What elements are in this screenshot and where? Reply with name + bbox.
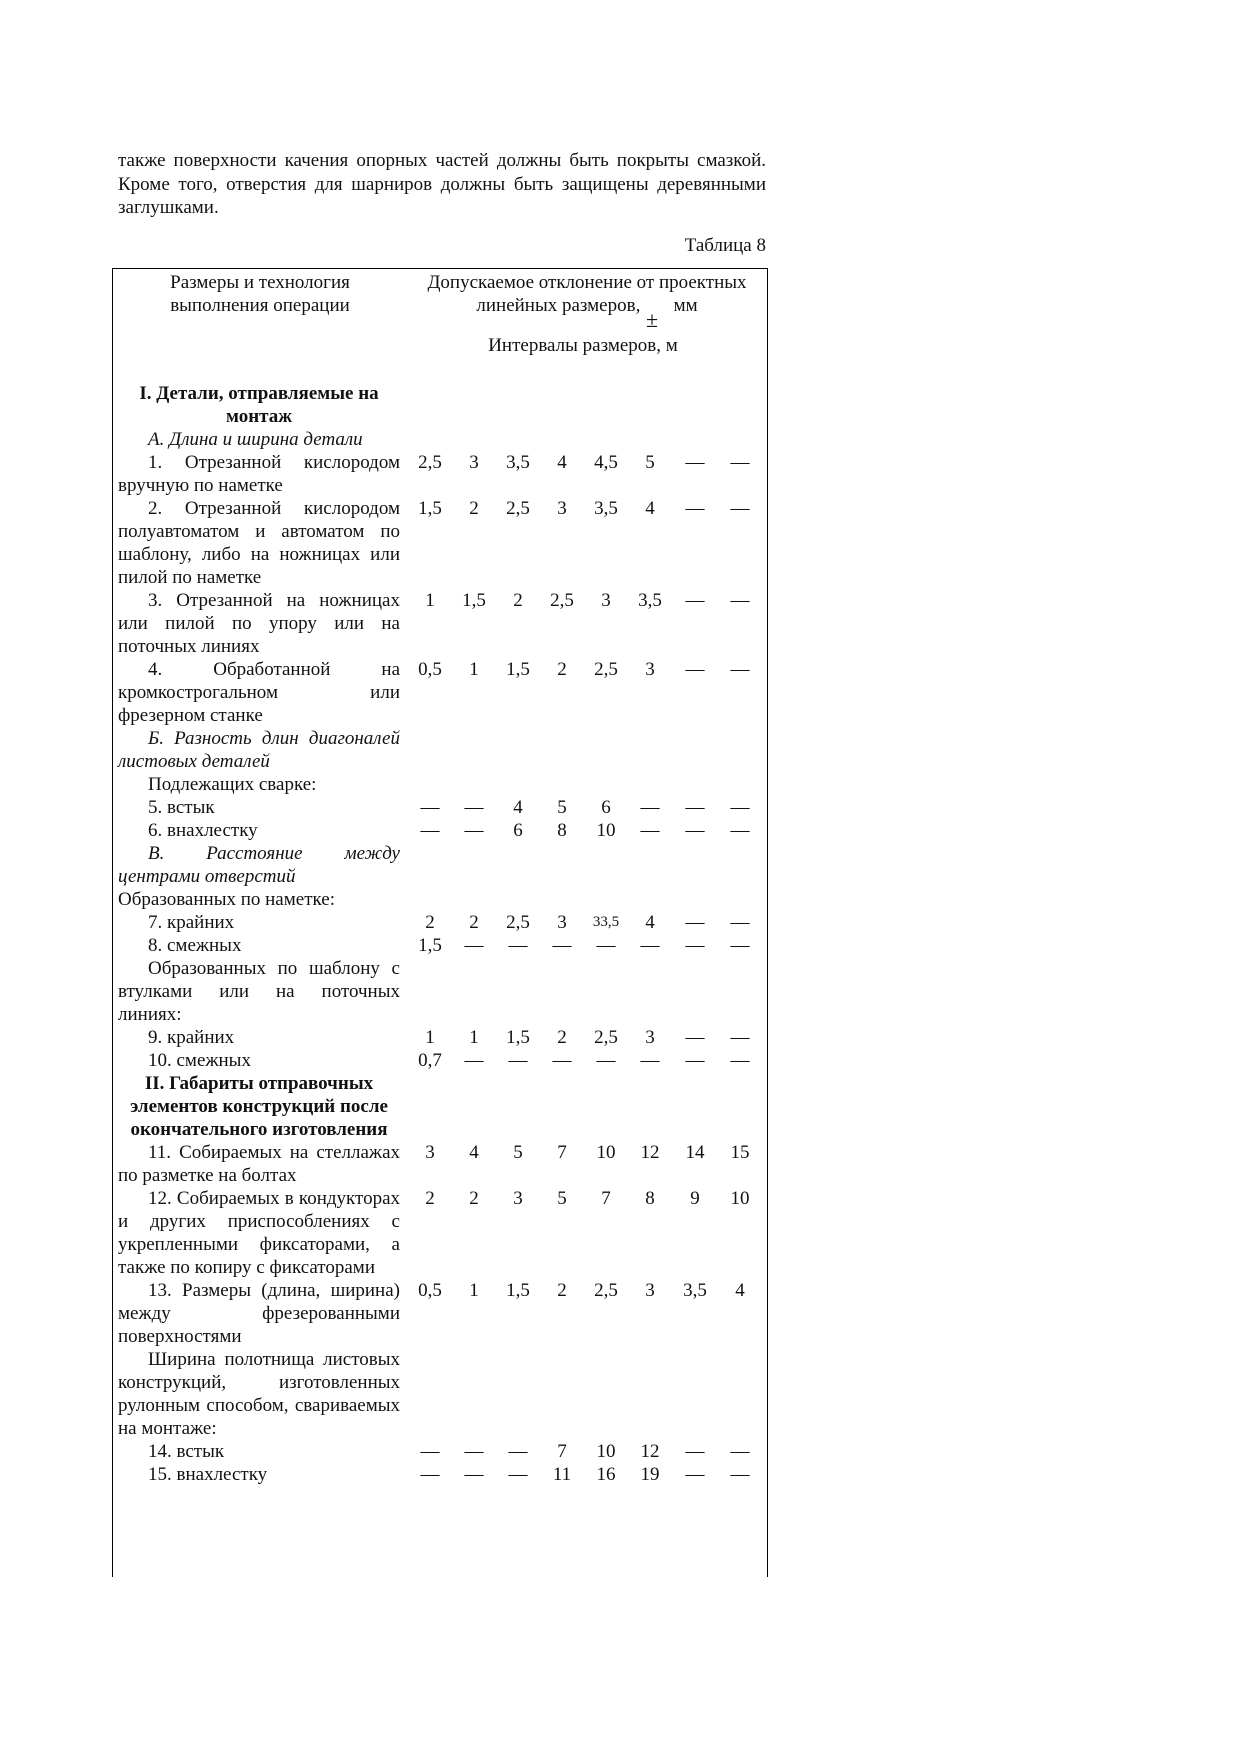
value-cell: 7 <box>601 1188 611 1209</box>
value-cell: 4 <box>513 797 523 818</box>
plus-minus-sign: ± <box>646 307 659 332</box>
value-cell: — <box>685 1441 705 1462</box>
header-right <box>412 271 762 317</box>
row-values <box>0 911 1240 934</box>
value-cell: 2 <box>557 1280 567 1301</box>
value-cell: 7 <box>557 1142 567 1163</box>
value-cell: 1 <box>469 659 479 680</box>
row-description: 3. Отрезанной на ножницах или пилой по упору или на поточных линиях <box>118 590 400 657</box>
value-cell: 5 <box>557 1188 567 1209</box>
row-values <box>0 1141 1240 1164</box>
table-row <box>0 1049 1240 1072</box>
value-cell: 2 <box>425 1188 435 1209</box>
row-description: Ширина полотнища листовых конструкций, изготовленных рулонным способом, свариваемых на монтаже: <box>118 1349 400 1439</box>
value-cell: — <box>420 1441 440 1462</box>
value-cell: 1,5 <box>506 1280 530 1301</box>
value-cell: — <box>685 659 705 680</box>
value-cell: 10 <box>596 1142 616 1163</box>
value-cell: — <box>420 797 440 818</box>
value-cell: 0,7 <box>418 1050 442 1071</box>
row-description: I. Детали, отправляемые на монтаж <box>139 383 379 427</box>
row-description: 2. Отрезанной кислородом полуавтоматом и автоматом по шаблону, либо на ножницах или пилой по наметке <box>118 498 400 588</box>
value-cell: — <box>730 590 750 611</box>
value-cell: 1,5 <box>418 935 442 956</box>
value-cell: 3 <box>425 1142 435 1163</box>
row-description: 4. Обработанной на кромкострогальном или фрезерном станке <box>118 659 400 726</box>
table-row <box>0 911 1240 934</box>
intervals-label: Интервалы размеров, м <box>488 335 678 356</box>
value-cell: 1,5 <box>506 1027 530 1048</box>
header-right-unit: мм <box>673 295 698 316</box>
value-cell: 3 <box>645 659 655 680</box>
value-cell: — <box>730 797 750 818</box>
value-cell: 2,5 <box>550 590 574 611</box>
value-cell: 4 <box>557 452 567 473</box>
value-cell: 2,5 <box>506 912 530 933</box>
table-row <box>0 1026 1240 1049</box>
value-cell: 4,5 <box>594 452 618 473</box>
row-description: Б. Разность длин диагоналей листовых деталей <box>118 728 400 772</box>
value-cell: — <box>464 1050 484 1071</box>
value-cell: 0,5 <box>418 659 442 680</box>
value-cell: 4 <box>735 1280 745 1301</box>
value-cell: 1,5 <box>506 659 530 680</box>
value-cell: 6 <box>513 820 523 841</box>
value-cell: — <box>508 1050 528 1071</box>
value-cell: 4 <box>645 912 655 933</box>
value-cell: 4 <box>469 1142 479 1163</box>
row-description: 5. встык <box>148 797 215 818</box>
value-cell: 3,5 <box>638 590 662 611</box>
value-cell: — <box>640 1050 660 1071</box>
table-section-row <box>0 1072 1240 1141</box>
value-cell: 2 <box>469 498 479 519</box>
value-cell: — <box>685 935 705 956</box>
table-section-row <box>0 428 1240 451</box>
value-cell: 2 <box>557 1027 567 1048</box>
value-cell: — <box>508 1441 528 1462</box>
row-description: Подлежащих сварке: <box>148 774 317 795</box>
row-values <box>0 1049 1240 1072</box>
value-cell: — <box>730 1464 750 1485</box>
value-cell: — <box>420 1464 440 1485</box>
row-description: 11. Собираемых на стеллажах по разметке на болтах <box>118 1142 400 1186</box>
value-cell: 2 <box>469 912 479 933</box>
value-cell: — <box>640 820 660 841</box>
value-cell: 2,5 <box>594 659 618 680</box>
row-values <box>0 658 1240 681</box>
table-row <box>0 819 1240 842</box>
value-cell: 1 <box>425 590 435 611</box>
value-cell: — <box>685 912 705 933</box>
value-cell: — <box>640 797 660 818</box>
value-cell: — <box>464 797 484 818</box>
value-cell: — <box>464 1464 484 1485</box>
value-cell: — <box>730 1027 750 1048</box>
row-values <box>0 1279 1240 1302</box>
table-row <box>0 589 1240 658</box>
value-cell: 1 <box>469 1280 479 1301</box>
value-cell: — <box>508 935 528 956</box>
table-row <box>0 1463 1240 1486</box>
value-cell: 1,5 <box>462 590 486 611</box>
value-cell: 14 <box>685 1142 705 1163</box>
value-cell: — <box>552 1050 572 1071</box>
row-description: 8. смежных <box>148 935 242 956</box>
value-cell: — <box>730 912 750 933</box>
value-cell: 9 <box>690 1188 700 1209</box>
value-cell: 10 <box>596 820 616 841</box>
header-right-line-2 <box>412 294 762 317</box>
table-row <box>0 658 1240 727</box>
value-cell: 12 <box>640 1142 660 1163</box>
table-body <box>0 382 1240 1486</box>
table-section-row <box>0 773 1240 796</box>
value-cell: 3 <box>469 452 479 473</box>
row-values <box>0 589 1240 612</box>
row-values <box>0 1187 1240 1210</box>
value-cell: — <box>464 935 484 956</box>
table-section-row <box>0 957 1240 1026</box>
table-section-row <box>0 1348 1240 1440</box>
table-row <box>0 451 1240 497</box>
row-values <box>0 934 1240 957</box>
row-description: 12. Собираемых в кондукторах и других приспособлениях с укрепленными фиксаторами, а также по копиру с фиксаторами <box>118 1188 400 1278</box>
row-description: 14. встык <box>148 1441 225 1462</box>
row-description: 1. Отрезанной кислородом вручную по наметке <box>118 452 400 496</box>
value-cell: — <box>685 1464 705 1485</box>
value-cell: 10 <box>730 1188 750 1209</box>
value-cell: 3,5 <box>594 498 618 519</box>
value-cell: — <box>730 1050 750 1071</box>
value-cell: 0,5 <box>418 1280 442 1301</box>
table-section-row <box>0 888 1240 911</box>
value-cell: 3,5 <box>506 452 530 473</box>
value-cell: 2 <box>469 1188 479 1209</box>
row-description: Образованных по шаблону с втулками или на поточных линиях: <box>118 958 400 1025</box>
value-cell: — <box>730 659 750 680</box>
value-cell: 5 <box>645 452 655 473</box>
value-cell: 3 <box>601 590 611 611</box>
table-row <box>0 1279 1240 1348</box>
table-row <box>0 1141 1240 1187</box>
value-cell: 3,5 <box>683 1280 707 1301</box>
table-section-row <box>0 727 1240 773</box>
value-cell: 10 <box>596 1441 616 1462</box>
value-cell: — <box>685 590 705 611</box>
row-description: А. Длина и ширина детали <box>148 429 363 450</box>
row-description: В. Расстояние между центрами отверстий <box>118 843 400 887</box>
value-cell: — <box>685 452 705 473</box>
table-section-row <box>0 842 1240 888</box>
value-cell: — <box>596 935 616 956</box>
value-cell: 6 <box>601 797 611 818</box>
row-description: 7. крайних <box>148 912 235 933</box>
value-cell: 5 <box>557 797 567 818</box>
row-values <box>0 1026 1240 1049</box>
value-cell: 3 <box>645 1280 655 1301</box>
value-cell: — <box>730 1441 750 1462</box>
value-cell: 12 <box>640 1441 660 1462</box>
value-cell: 1 <box>469 1027 479 1048</box>
row-description: 9. крайних <box>148 1027 235 1048</box>
value-cell: 2,5 <box>418 452 442 473</box>
table-row <box>0 934 1240 957</box>
value-cell: 3 <box>645 1027 655 1048</box>
value-cell: 33,5 <box>592 914 620 930</box>
value-cell: 11 <box>552 1464 572 1485</box>
value-cell: — <box>730 452 750 473</box>
value-cell: 19 <box>640 1464 660 1485</box>
row-description: 10. смежных <box>148 1050 251 1071</box>
value-cell: 2 <box>513 590 523 611</box>
table-caption: Таблица 8 <box>684 235 766 256</box>
value-cell: — <box>685 797 705 818</box>
value-cell: — <box>730 498 750 519</box>
table-section-row <box>0 382 1240 428</box>
value-cell: — <box>508 1464 528 1485</box>
value-cell: 1,5 <box>418 498 442 519</box>
value-cell: — <box>596 1050 616 1071</box>
header-left-line-2: выполнения операции <box>170 295 350 316</box>
row-description: 15. внахлестку <box>148 1464 268 1485</box>
value-cell: — <box>552 935 572 956</box>
value-cell: — <box>730 820 750 841</box>
header-right-line-1: Допускаемое отклонение от проектных <box>427 272 747 293</box>
value-cell: 2,5 <box>594 1280 618 1301</box>
row-description: II. Габариты отправочных элементов конструкций после окончательного изготовления <box>130 1073 388 1140</box>
value-cell: — <box>420 820 440 841</box>
value-cell: 3 <box>557 498 567 519</box>
row-values <box>0 796 1240 819</box>
row-values <box>0 1463 1240 1486</box>
value-cell: — <box>464 820 484 841</box>
value-cell: — <box>685 1050 705 1071</box>
header-left <box>140 271 380 317</box>
value-cell: — <box>464 1441 484 1462</box>
value-cell: — <box>685 498 705 519</box>
table-row <box>0 497 1240 589</box>
value-cell: 2 <box>425 912 435 933</box>
value-cell: 2,5 <box>506 498 530 519</box>
value-cell: 8 <box>557 820 567 841</box>
row-values <box>0 451 1240 474</box>
row-description: Образованных по наметке: <box>118 889 335 910</box>
value-cell: 8 <box>645 1188 655 1209</box>
value-cell: 5 <box>513 1142 523 1163</box>
row-description: 13. Размеры (длина, ширина) между фрезерованными поверхностями <box>118 1280 400 1347</box>
intro-paragraph: также поверхности качения опорных частей должны быть покрыты смазкой. Кроме того, отверстия для шарниров должны быть защищены деревянными заглушками. <box>118 150 766 218</box>
row-values <box>0 819 1240 842</box>
value-cell: 3 <box>513 1188 523 1209</box>
value-cell: — <box>730 935 750 956</box>
header-right-sizes: линейных размеров, <box>476 295 641 316</box>
value-cell: — <box>685 820 705 841</box>
table-row <box>0 1187 1240 1279</box>
row-description: 6. внахлестку <box>148 820 258 841</box>
table-row <box>0 796 1240 819</box>
value-cell: 2,5 <box>594 1027 618 1048</box>
row-values <box>0 1440 1240 1463</box>
value-cell: 16 <box>596 1464 616 1485</box>
value-cell: 3 <box>557 912 567 933</box>
value-cell: 4 <box>645 498 655 519</box>
value-cell: — <box>685 1027 705 1048</box>
value-cell: 7 <box>557 1441 567 1462</box>
row-values <box>0 497 1240 520</box>
value-cell: 2 <box>557 659 567 680</box>
header-left-line-1: Размеры и технология <box>170 272 350 293</box>
table-row <box>0 1440 1240 1463</box>
value-cell: 1 <box>425 1027 435 1048</box>
value-cell: — <box>640 935 660 956</box>
value-cell: 15 <box>730 1142 750 1163</box>
